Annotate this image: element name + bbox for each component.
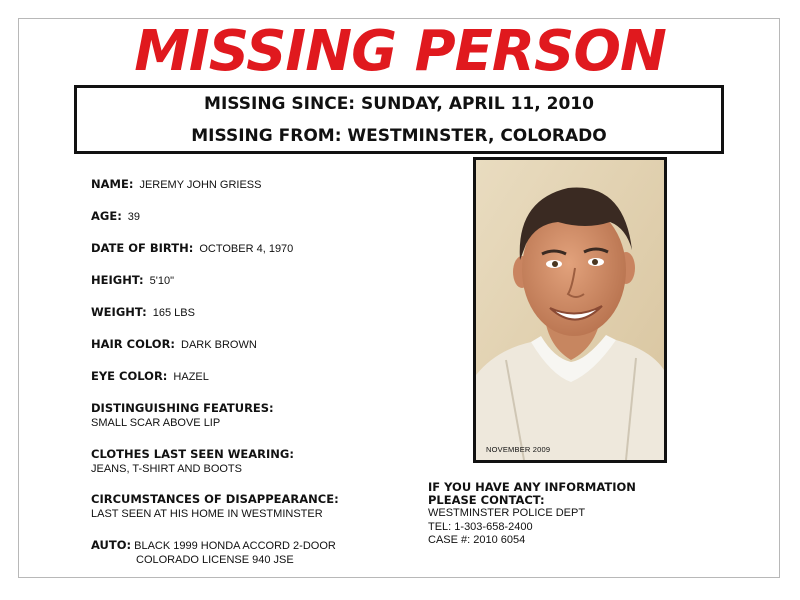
field-clothes (91, 447, 300, 476)
height-value: 5'10" (149, 275, 174, 287)
contact-agency: WESTMINSTER POLICE DEPT (428, 507, 586, 519)
field-hair-color (91, 337, 257, 352)
auto-line2: COLORADO LICENSE 940 JSE (136, 554, 294, 566)
circumstances-label: CIRCUMSTANCES OF DISAPPEARANCE: (91, 492, 339, 506)
missing-since: MISSING SINCE: SUNDAY, APRIL 11, 2010 (204, 94, 594, 114)
name-label: NAME: (91, 177, 134, 191)
age-label: AGE: (91, 209, 122, 223)
contact-case: CASE #: 2010 6054 (428, 534, 526, 546)
dob-label: DATE OF BIRTH: (91, 241, 194, 255)
eye-value: HAZEL (173, 371, 209, 383)
circumstances-value: LAST SEEN AT HIS HOME IN WESTMINSTER (91, 508, 323, 520)
features-label: DISTINGUISHING FEATURES: (91, 401, 274, 415)
field-name (91, 177, 261, 192)
portrait-illustration (476, 160, 664, 460)
field-weight (91, 305, 195, 320)
clothes-label: CLOTHES LAST SEEN WEARING: (91, 447, 294, 461)
clothes-value: JEANS, T-SHIRT AND BOOTS (91, 463, 242, 475)
photo-caption: NOVEMBER 2009 (486, 445, 551, 454)
missing-info-box (74, 85, 724, 154)
features-value: SMALL SCAR ABOVE LIP (91, 417, 221, 429)
hair-label: HAIR COLOR: (91, 337, 176, 351)
field-height (91, 273, 174, 288)
field-circumstances (91, 492, 345, 521)
contact-block (428, 481, 636, 548)
field-auto (91, 538, 336, 567)
height-label: HEIGHT: (91, 273, 144, 287)
auto-label: AUTO: (91, 538, 132, 552)
auto-line1: BLACK 1999 HONDA ACCORD 2-DOOR (134, 540, 336, 552)
field-age (91, 209, 140, 224)
age-value: 39 (127, 211, 141, 223)
field-features (91, 401, 280, 430)
person-photo (473, 157, 667, 463)
contact-tel: TEL: 1-303-658-2400 (428, 520, 533, 533)
name-value: JEREMY JOHN GRIESS (139, 179, 262, 191)
weight-value: 165 LBS (152, 307, 195, 319)
dob-value: OCTOBER 4, 1970 (199, 243, 294, 255)
hair-value: DARK BROWN (181, 339, 257, 351)
contact-heading-2: PLEASE CONTACT: (428, 493, 545, 507)
eye-label: EYE COLOR: (91, 369, 168, 383)
field-dob (91, 241, 293, 256)
weight-label: WEIGHT: (91, 305, 147, 319)
field-eye-color (91, 369, 209, 384)
missing-from: MISSING FROM: WESTMINSTER, COLORADO (191, 126, 607, 146)
contact-heading-1: IF YOU HAVE ANY INFORMATION (428, 480, 636, 494)
poster-title: MISSING PERSON (134, 19, 666, 84)
